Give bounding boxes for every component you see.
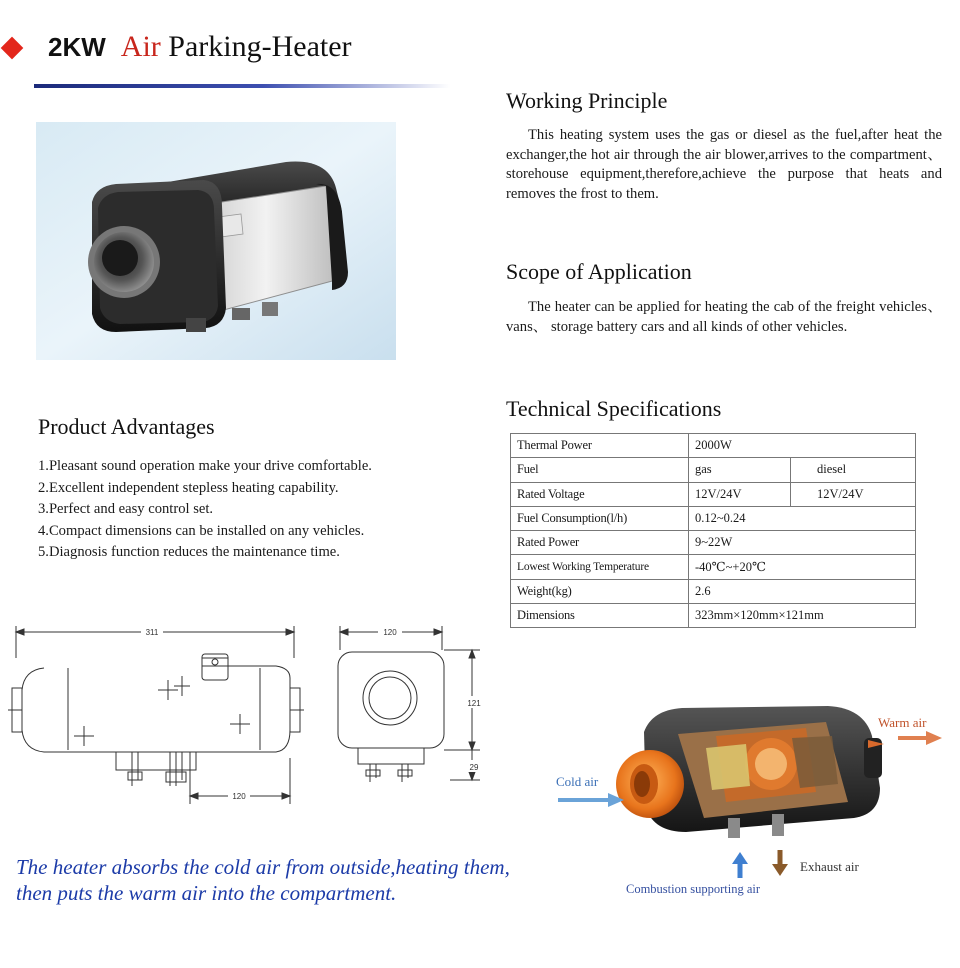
spec-label: Fuel xyxy=(511,458,689,482)
advantages-heading: Product Advantages xyxy=(38,414,215,439)
table-row xyxy=(511,531,916,555)
dim-base-label: 120 xyxy=(232,792,246,801)
table-row xyxy=(511,579,916,603)
spec-value: 9~22W xyxy=(689,531,916,555)
spec-value: 2.6 xyxy=(689,579,916,603)
spec-value: 12V/24V xyxy=(689,482,791,506)
dim-length-label: 311 xyxy=(145,628,159,637)
advantage-item: 2.Excellent independent stepless heating capability. xyxy=(38,479,339,496)
side-view-drawing xyxy=(6,618,316,808)
combustion-air-label: Combustion supporting air xyxy=(626,882,761,896)
exhaust-air-label: Exhaust air xyxy=(800,859,859,874)
spec-label: Weight(kg) xyxy=(511,579,689,603)
advantage-item: 3.Perfect and easy control set. xyxy=(38,501,214,517)
advantages-list xyxy=(38,456,488,564)
red-diamond-icon xyxy=(1,37,24,60)
spec-value: 0.12~0.24 xyxy=(689,506,916,530)
airflow-caption xyxy=(16,854,616,906)
advantage-item: 5.Diagnosis function reduces the maintenance time. xyxy=(38,544,340,560)
spec-value-2: diesel xyxy=(791,458,916,482)
table-row xyxy=(511,458,916,482)
spec-label: Fuel Consumption(l/h) xyxy=(511,506,689,530)
title-air: Air xyxy=(120,30,161,63)
spec-label: Thermal Power xyxy=(511,434,689,458)
page-title xyxy=(48,30,352,64)
cold-air-label: Cold air xyxy=(556,774,599,789)
spec-value: 2000W xyxy=(689,434,916,458)
product-photo xyxy=(36,122,396,360)
spec-label: Rated Voltage xyxy=(511,482,689,506)
title-underline xyxy=(34,84,450,88)
scope-text: The heater can be applied for heating the cab of the freight vehicles、 vans、 storage battery cars and all kinds of other vehicles. xyxy=(506,299,942,335)
table-row xyxy=(511,506,916,530)
advantage-item: 1.Pleasant sound operation make your drive comfortable. xyxy=(38,458,372,474)
dim-foot-label: 29 xyxy=(469,763,479,772)
title-kw: 2KW xyxy=(48,32,106,62)
specs-table xyxy=(510,433,916,628)
advantage-item: 4.Compact dimensions can be installed on any vehicles. xyxy=(38,522,365,539)
table-row xyxy=(511,604,916,628)
combustion-air-arrow-icon xyxy=(730,850,750,880)
spec-label: Rated Power xyxy=(511,531,689,555)
table-row xyxy=(511,482,916,506)
front-view-drawing xyxy=(330,618,490,788)
cold-air-arrow-icon xyxy=(556,792,626,808)
scope-heading: Scope of Application xyxy=(506,259,692,284)
specs-heading: Technical Specifications xyxy=(506,396,722,421)
spec-value: -40℃~+20℃ xyxy=(689,555,916,579)
spec-value-2: 12V/24V xyxy=(791,482,916,506)
exhaust-air-arrow-icon xyxy=(770,848,790,878)
heater-cutaway-illustration xyxy=(596,692,890,852)
caption-line-2: then puts the warm air into the compartment. xyxy=(16,881,397,905)
title-rest: Parking-Heater xyxy=(168,30,352,63)
dim-width-label: 120 xyxy=(383,628,397,637)
dim-height-label: 121 xyxy=(467,699,481,708)
working-principle-heading: Working Principle xyxy=(506,88,668,113)
caption-line-1: The heater absorbs the cold air from outside,heating them, xyxy=(16,855,510,879)
table-row xyxy=(511,434,916,458)
working-principle-text: This heating system uses the gas or diesel as the fuel,after heat the exchanger,the hot air through the air blower,arrives to the compartment、 storehouse equipment,therefore,achieve the purpose that heats and removes the frost to them. xyxy=(506,127,942,202)
spec-value: 323mm×120mm×121mm xyxy=(689,604,916,628)
warm-air-label: Warm air xyxy=(878,715,927,730)
spec-label: Lowest Working Temperature xyxy=(511,555,689,579)
spec-value: gas xyxy=(689,458,791,482)
warm-air-arrow-icon xyxy=(896,730,944,746)
table-row xyxy=(511,555,916,579)
spec-label: Dimensions xyxy=(511,604,689,628)
